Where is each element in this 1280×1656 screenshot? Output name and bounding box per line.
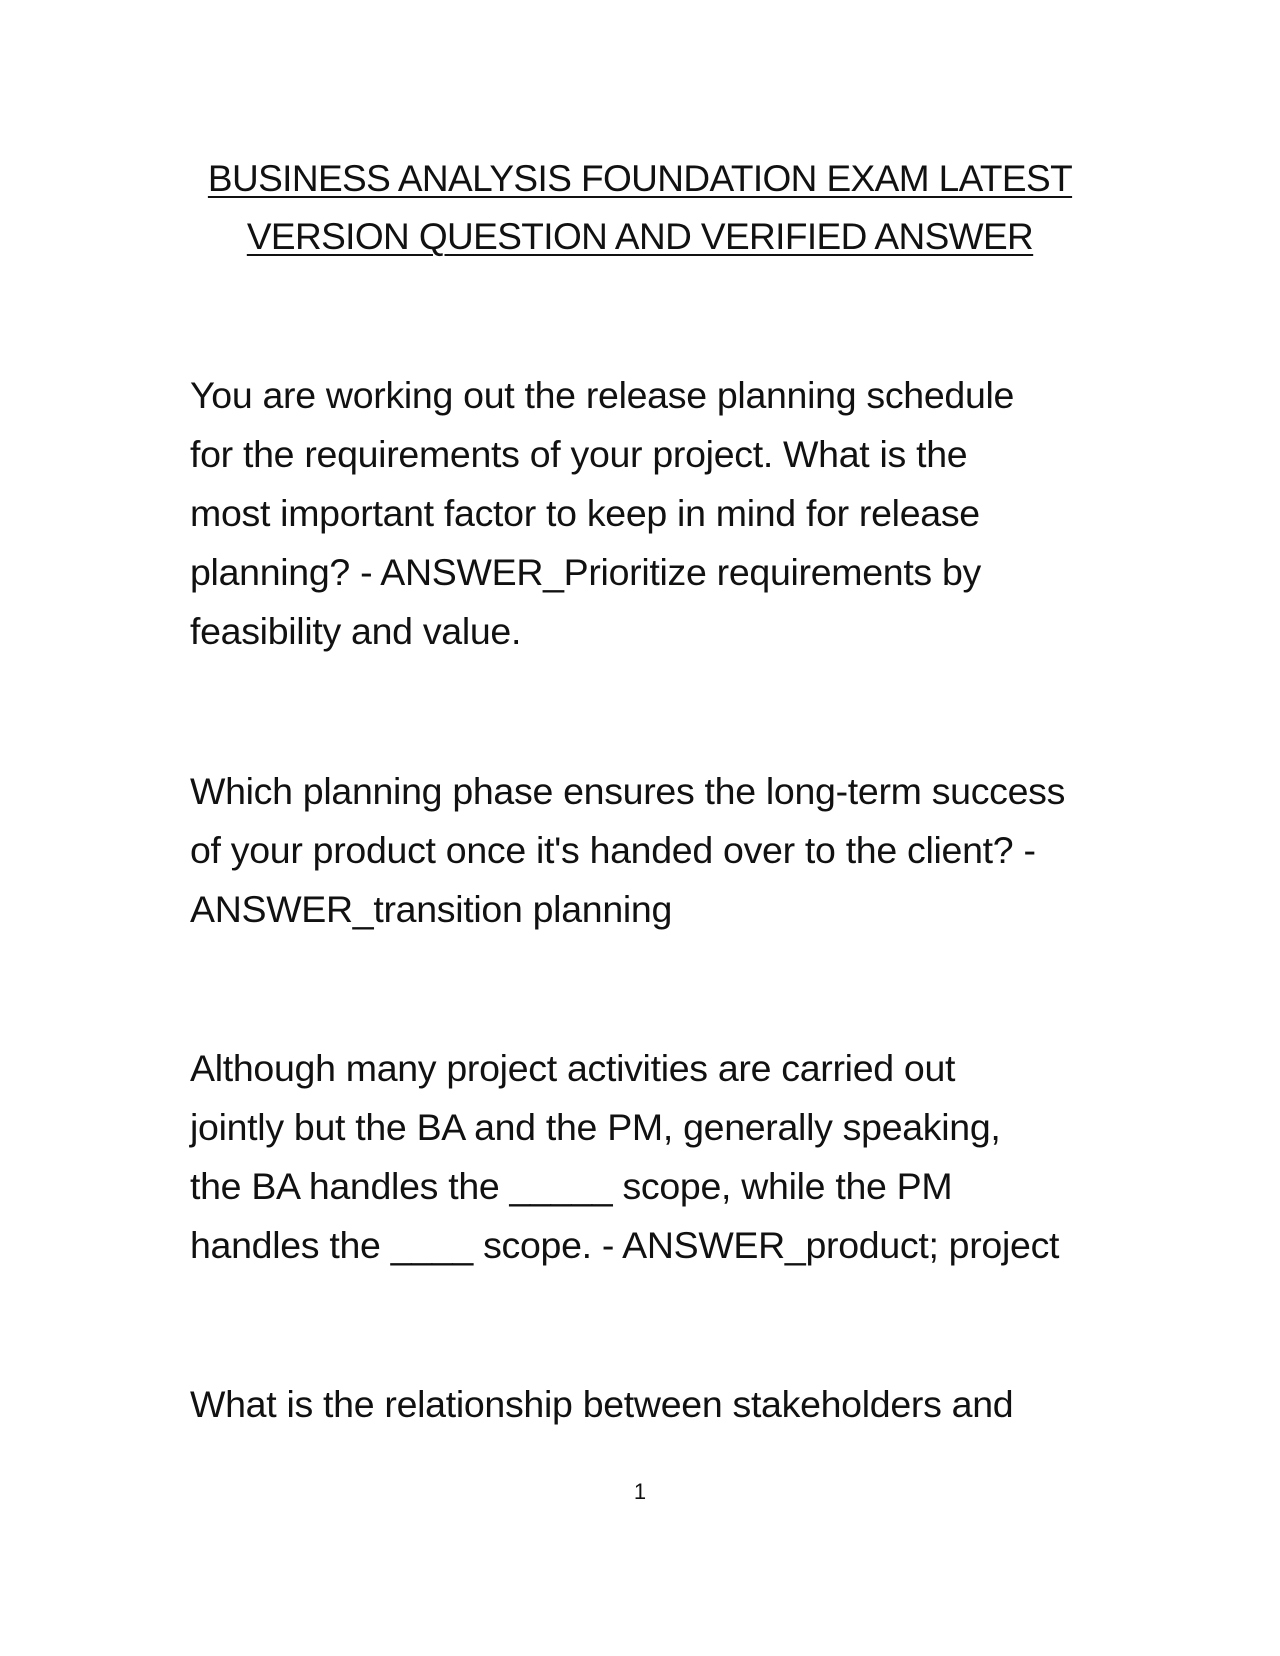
text-line: for the requirements of your project. What is the (190, 433, 968, 475)
text-line: Although many project activities are carried out (190, 1047, 956, 1089)
text-line: You are working out the release planning schedule (190, 374, 1015, 416)
text-line: ANSWER_transition planning (190, 888, 673, 930)
title-line-2: VERSION QUESTION AND VERIFIED ANSWER (246, 216, 1034, 257)
text-line: What is the relationship between stakeholders and (190, 1383, 1014, 1425)
question-answer-1 (190, 366, 1150, 661)
document-title (0, 150, 1280, 266)
text-line: planning? - ANSWER_Prioritize requirements by (190, 551, 982, 593)
question-answer-2 (190, 762, 1150, 939)
page-number: 1 (633, 1479, 647, 1504)
title-line-1: BUSINESS ANALYSIS FOUNDATION EXAM LATEST (207, 158, 1073, 199)
text-line: jointly but the BA and the PM, generally speaking, (190, 1106, 1001, 1148)
text-line: Which planning phase ensures the long-term success (190, 770, 1066, 812)
question-answer-3 (190, 1039, 1150, 1275)
text-line: of your product once it's handed over to the client? - (190, 829, 1036, 871)
text-line: feasibility and value. (190, 610, 522, 652)
text-line: the BA handles the _____ scope, while the PM (190, 1165, 953, 1207)
text-line: handles the ____ scope. - ANSWER_product; project (190, 1224, 1060, 1266)
question-answer-4 (190, 1375, 1150, 1434)
text-line: most important factor to keep in mind for release (190, 492, 980, 534)
